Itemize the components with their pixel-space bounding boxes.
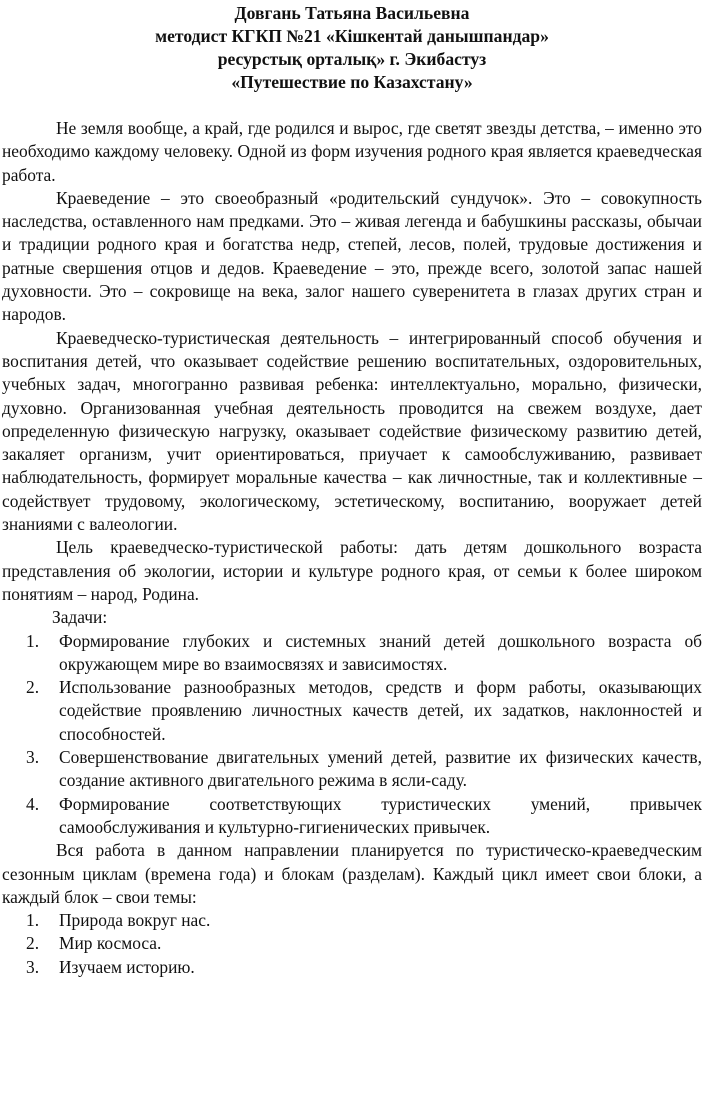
list-item <box>2 909 702 932</box>
list-item <box>2 793 702 840</box>
list-number: 2. <box>26 933 40 954</box>
list-text: Формирование глубоких и системных знаний детей дошкольного возраста об окружающем мире во взаимосвязях и зависимостях. <box>59 630 702 674</box>
list-text: Совершенствование двигательных умений детей, развитие их физических качеств, создание активного двигательного режима в ясли-саду. <box>59 747 702 791</box>
spacer <box>2 94 702 117</box>
list-text: Изучаем историю. <box>59 956 195 977</box>
list-number: 4. <box>26 793 40 814</box>
list-item <box>2 746 702 793</box>
paragraph: Вся работа в данном направлении планируется по туристическо-краеведческим сезонным циклам (времена года) и блокам (разделам). Каждый цикл имеет свои блоки, а каждый блок – свои темы: <box>2 840 702 907</box>
list-number: 3. <box>26 747 40 768</box>
author-position: методист КГКП №21 «Кішкентай данышпандар» <box>155 26 549 46</box>
tasks-list <box>2 630 702 840</box>
list-number: 2. <box>26 677 40 698</box>
list-number: 1. <box>26 630 40 651</box>
tasks-label: Задачи: <box>52 607 108 628</box>
author-organization: ресурстық орталық» г. Экибастуз <box>217 49 487 69</box>
list-number: 3. <box>26 956 40 977</box>
list-text: Природа вокруг нас. <box>59 910 211 931</box>
list-item <box>2 956 702 979</box>
list-text: Формирование соответствующих туристических умений, привычек самообслуживания и культурно-гигиенических привычек. <box>59 793 702 837</box>
paragraph: Краеведческо-туристическая деятельность – интегрированный способ обучения и воспитания детей, что оказывает содействие решению воспитательных, оздоровительных, учебных задач, многогранно развивая ребенка: интеллектуально, морально, физически, духовно. Организованная учебная деятельность проводится на свежем воздухе, дает определенную физическую нагрузку, оказывает содействие физическому развитию детей, закаляет организм, учит ориентироваться, приучает к самообслуживанию, развивает наблюдательность, формирует моральные качества – как личностные, так и коллективные – содействует трудовому, экологическому, эстетическому, воспитанию, вооружает детей знаниями с валеологии. <box>2 327 702 535</box>
list-item <box>2 630 702 677</box>
list-text: Использование разнообразных методов, средств и форм работы, оказывающих содействие проявлению личностных качеств детей, их задатков, наклонностей и способностей. <box>59 677 702 744</box>
list-text: Мир космоса. <box>59 933 162 954</box>
list-item <box>2 676 702 746</box>
list-item <box>2 932 702 955</box>
author-name: Довгань Татьяна Васильевна <box>234 3 470 23</box>
paragraph: Цель краеведческо-туристической работы: дать детям дошкольного возраста представления об экологии, истории и культуре родного края, от семьи к более широком понятиям – народ, Родина. <box>2 537 702 604</box>
paragraph: Не земля вообще, а край, где родился и вырос, где светят звезды детства, – именно это необходимо каждому человеку. Одной из форм изучения родного края является краеведческая работа. <box>2 118 702 185</box>
document-title: «Путешествие по Казахстану» <box>231 72 473 92</box>
document-header <box>2 2 702 94</box>
list-number: 1. <box>26 910 40 931</box>
cycles-list <box>2 909 702 979</box>
paragraph: Краеведение – это своеобразный «родительский сундучок». Это – совокупность наследства, оставленного нам предками. Это – живая легенда и бабушкины рассказы, обычаи и традиции родного края и богатства недр, степей, лесов, полей, трудовые достижения и ратные свершения отцов и дедов. Краеведение – это, прежде всего, золотой запас нашей духовности. Это – сокровище на века, залог нашего суверенитета в глазах других стран и народов. <box>2 187 702 325</box>
